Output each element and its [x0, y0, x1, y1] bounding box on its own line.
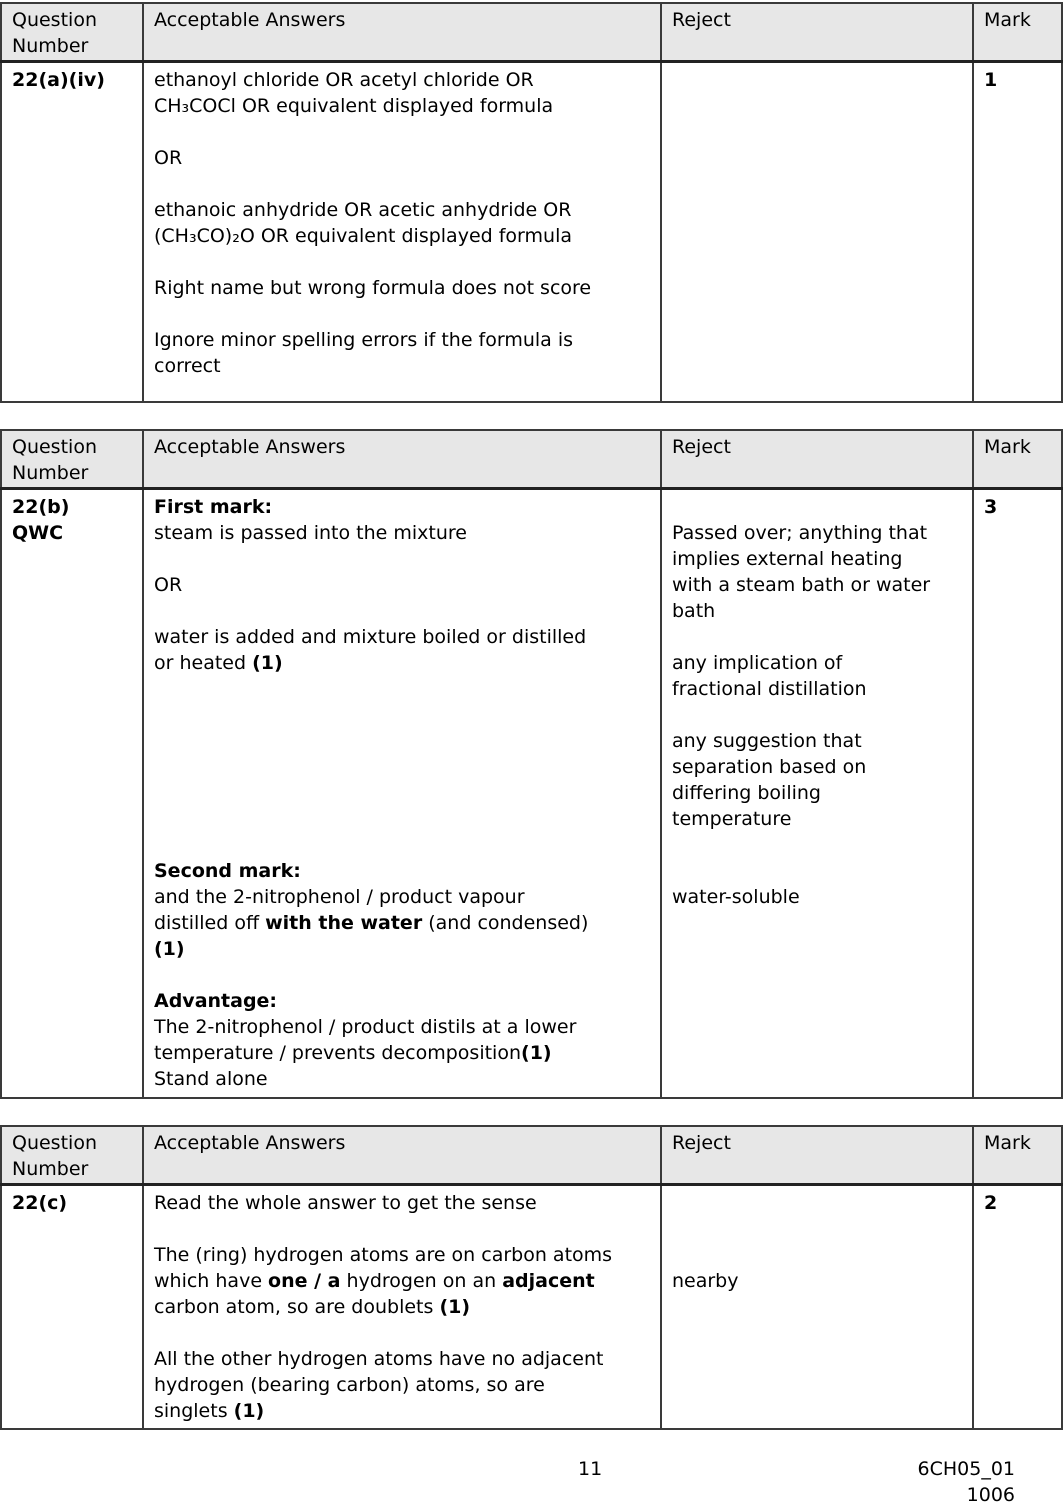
question-number-cell: 22(a)(iv): [1, 62, 143, 402]
paper-code: 6CH05_01: [917, 1458, 1015, 1480]
paper-code-block: [918, 1456, 1016, 1508]
col-header-reject: Reject: [661, 1126, 973, 1185]
header-row: [1, 1126, 1062, 1185]
col-header-question-number: Question Number: [1, 3, 143, 62]
col-header-acceptable-answers: Acceptable Answers: [143, 1126, 661, 1185]
mark-table-22c: [0, 1125, 1063, 1430]
acceptable-answers-cell: ethanoyl chloride OR acetyl chloride OR CH₃COCl OR equivalent displayed formula OR ethanoic anhydride OR acetic anhydride OR (CH₃CO)₂O OR equivalent displayed formula Right name but wrong formula does not score Ignore minor spelling errors if the formula is correct: [143, 62, 661, 402]
col-header-mark: Mark: [973, 430, 1062, 489]
reject-cell: Passed over; anything that implies external heating with a steam bath or water bath any implication of fractional distillation any suggestion that separation based on differing boiling temperature water-soluble: [661, 488, 973, 1098]
mark-cell: 1: [973, 62, 1062, 402]
acceptable-answers-cell: First mark: steam is passed into the mixture OR water is added and mixture boiled or distilled or heated (1) Second mark: and the 2-nitrophenol / product vapour distilled off with the water (and condensed) (1) Advantage: The 2-nitrophenol / product distils at a lower temperature / prevents decomposition(1) Stand alone: [143, 488, 661, 1098]
answer-row: [1, 488, 1062, 1098]
page-footer: [0, 1456, 1061, 1512]
col-header-acceptable-answers: Acceptable Answers: [143, 430, 661, 489]
answer-row: [1, 62, 1062, 402]
col-header-question-number: Question Number: [1, 1126, 143, 1185]
header-row: [1, 430, 1062, 489]
answer-row: [1, 1185, 1062, 1430]
reject-cell: [661, 62, 973, 402]
acceptable-answers-cell: Read the whole answer to get the sense The (ring) hydrogen atoms are on carbon atoms which have one / a hydrogen on an adjacent carbon atom, so are doublets (1) All the other hydrogen atoms have no adjacent hydrogen (bearing carbon) atoms, so are singlets (1): [143, 1185, 661, 1430]
col-header-mark: Mark: [973, 3, 1062, 62]
question-number-cell: 22(c): [1, 1185, 143, 1430]
col-header-reject: Reject: [661, 3, 973, 62]
mark-cell: 3: [973, 488, 1062, 1098]
page-number: 11: [578, 1458, 603, 1480]
col-header-acceptable-answers: Acceptable Answers: [143, 3, 661, 62]
session-code: 1006: [966, 1484, 1015, 1506]
col-header-mark: Mark: [973, 1126, 1062, 1185]
mark-table-22b: [0, 429, 1063, 1100]
question-number-cell: 22(b) QWC: [1, 488, 143, 1098]
reject-cell: nearby: [661, 1185, 973, 1430]
header-row: [1, 3, 1062, 62]
col-header-reject: Reject: [661, 430, 973, 489]
mark-cell: 2: [973, 1185, 1062, 1430]
col-header-question-number: Question Number: [1, 430, 143, 489]
mark-table-22a-iv: [0, 2, 1063, 403]
